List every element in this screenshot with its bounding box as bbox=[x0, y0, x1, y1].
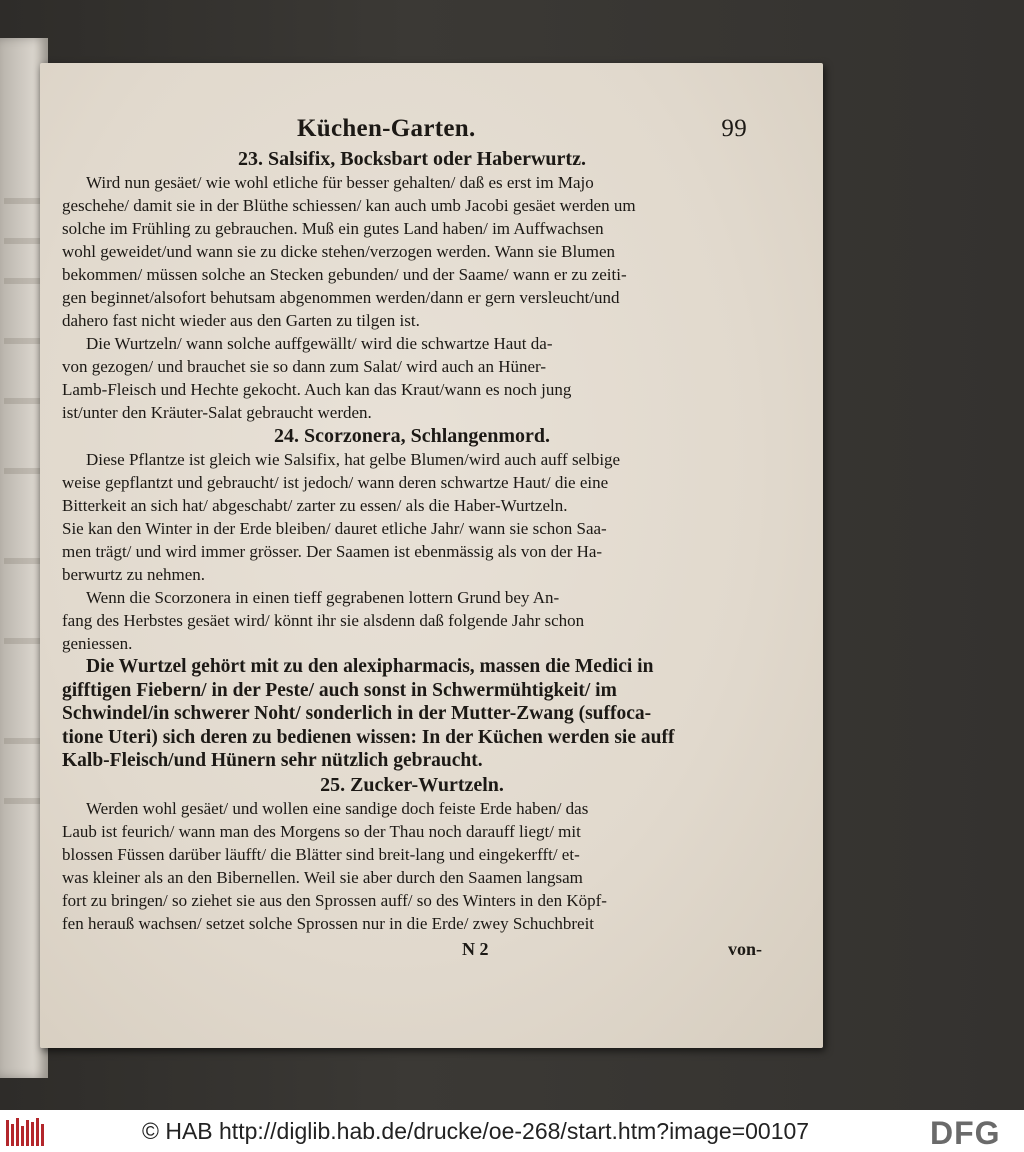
page-text bbox=[62, 115, 762, 960]
running-head: Küchen-Garten. bbox=[297, 115, 476, 142]
paragraph: Werden wohl gesäet/ und wollen eine sandige doch feiste Erde haben/ das Laub ist feurich/ wann man des Morgens so der Thau noch darauff liegt/ mit blossen Füssen darüber läufft/ die Blätter sind breit-lang und eingekerfft/ et- was kleiner als an den Bibernellen. Weil sie aber durch den Saamen langsam fort zu bringen/ so ziehet sie aus den Sprossen auff/ so des Winters in den Köpf- fen herauß wachsen/ setzet solche Sprossen nur in die Erde/ zwey Schuchbreit bbox=[62, 798, 607, 933]
signature-mark: N 2 bbox=[462, 938, 489, 959]
page-header bbox=[297, 115, 747, 147]
page-number: 99 bbox=[721, 115, 747, 142]
hab-logo-icon bbox=[6, 1118, 46, 1146]
dfg-logo: DFG bbox=[930, 1115, 1001, 1151]
section-heading: 25. Zucker-Wurtzeln. bbox=[320, 773, 504, 796]
credit-text[interactable]: © HAB http://diglib.hab.de/drucke/oe-268/start.htm?image=00107 bbox=[142, 1118, 810, 1144]
book-page bbox=[40, 63, 823, 1048]
catchword: von- bbox=[727, 938, 762, 959]
paragraph: Wird nun gesäet/ wie wohl etliche für besser gehalten/ daß es erst im Majo geschehe/ damit sie in der Blüthe schiessen/ kan auch umb Jacobi gesäet werden um solche im Frühling zu gebrauchen. Muß ein gutes Land haben/ im Auffwachsen wohl geweidet/und wann sie zu dicke stehen/verzogen werden. Wann sie Blumen bekommen/ müssen solche an Stecken gebunden/ und der Saame/ wann er zu zeiti- gen beginnet/alsofort behutsam abgenommen werden/dann er gern versleucht/und dahero fast nicht wieder aus den Garten zu tilgen ist. bbox=[62, 173, 636, 330]
section-heading: 24. Scorzonera, Schlangenmord. bbox=[273, 425, 551, 447]
section-heading: 23. Salsifix, Bocksbart oder Haberwurtz. bbox=[238, 148, 586, 170]
credit-bar bbox=[0, 1110, 1024, 1152]
paragraph: Wenn die Scorzonera in einen tieff gegrabenen lottern Grund bey An- fang des Herbstes gesäet wird/ könnt ihr sie alsdenn daß folgende Jahr schon geniessen. bbox=[62, 588, 585, 653]
paragraph: Diese Pflantze ist gleich wie Salsifix, hat gelbe Blumen/wird auch auff selbige weise gepflantzt und gebraucht/ ist jedoch/ wann deren schwartze Haut/ die eine Bitterkeit an sich hat/ abgeschabt/ zarter zu essen/ als die Haber-Wurtzeln. Sie kan den Winter in der Erde bleiben/ dauret etliche Jahr/ wann sie schon Saa- men trägt/ und wird immer grösser. Der Saamen ist ebenmässig als von der Ha- berwurtz zu nehmen. bbox=[62, 450, 621, 584]
paragraph-large: Die Wurtzel gehört mit zu den alexipharmacis, massen die Medici in gifftigen Fiebern/ in der Peste/ auch sonst in Schwermühtigkeit/ im Schwindel/in schwerer Noht/ sonderlich in der Mutter-Zwang (suffoca- tione Uteri) sich deren zu bedienen wissen: In der Küchen werden sie auff Kalb-Fleisch/und Hünern sehr nützlich gebraucht. bbox=[62, 656, 675, 771]
paragraph: Die Wurtzeln/ wann solche auffgewällt/ wird die schwartze Haut da- von gezogen/ und brauchet sie so dann zum Salat/ wird auch an Hüner- Lamb-Fleisch und Hechte gekocht. Auch kan das Kraut/wann es noch jung ist/unter den Kräuter-Salat gebraucht werden. bbox=[62, 334, 572, 422]
page-footer bbox=[62, 939, 762, 960]
